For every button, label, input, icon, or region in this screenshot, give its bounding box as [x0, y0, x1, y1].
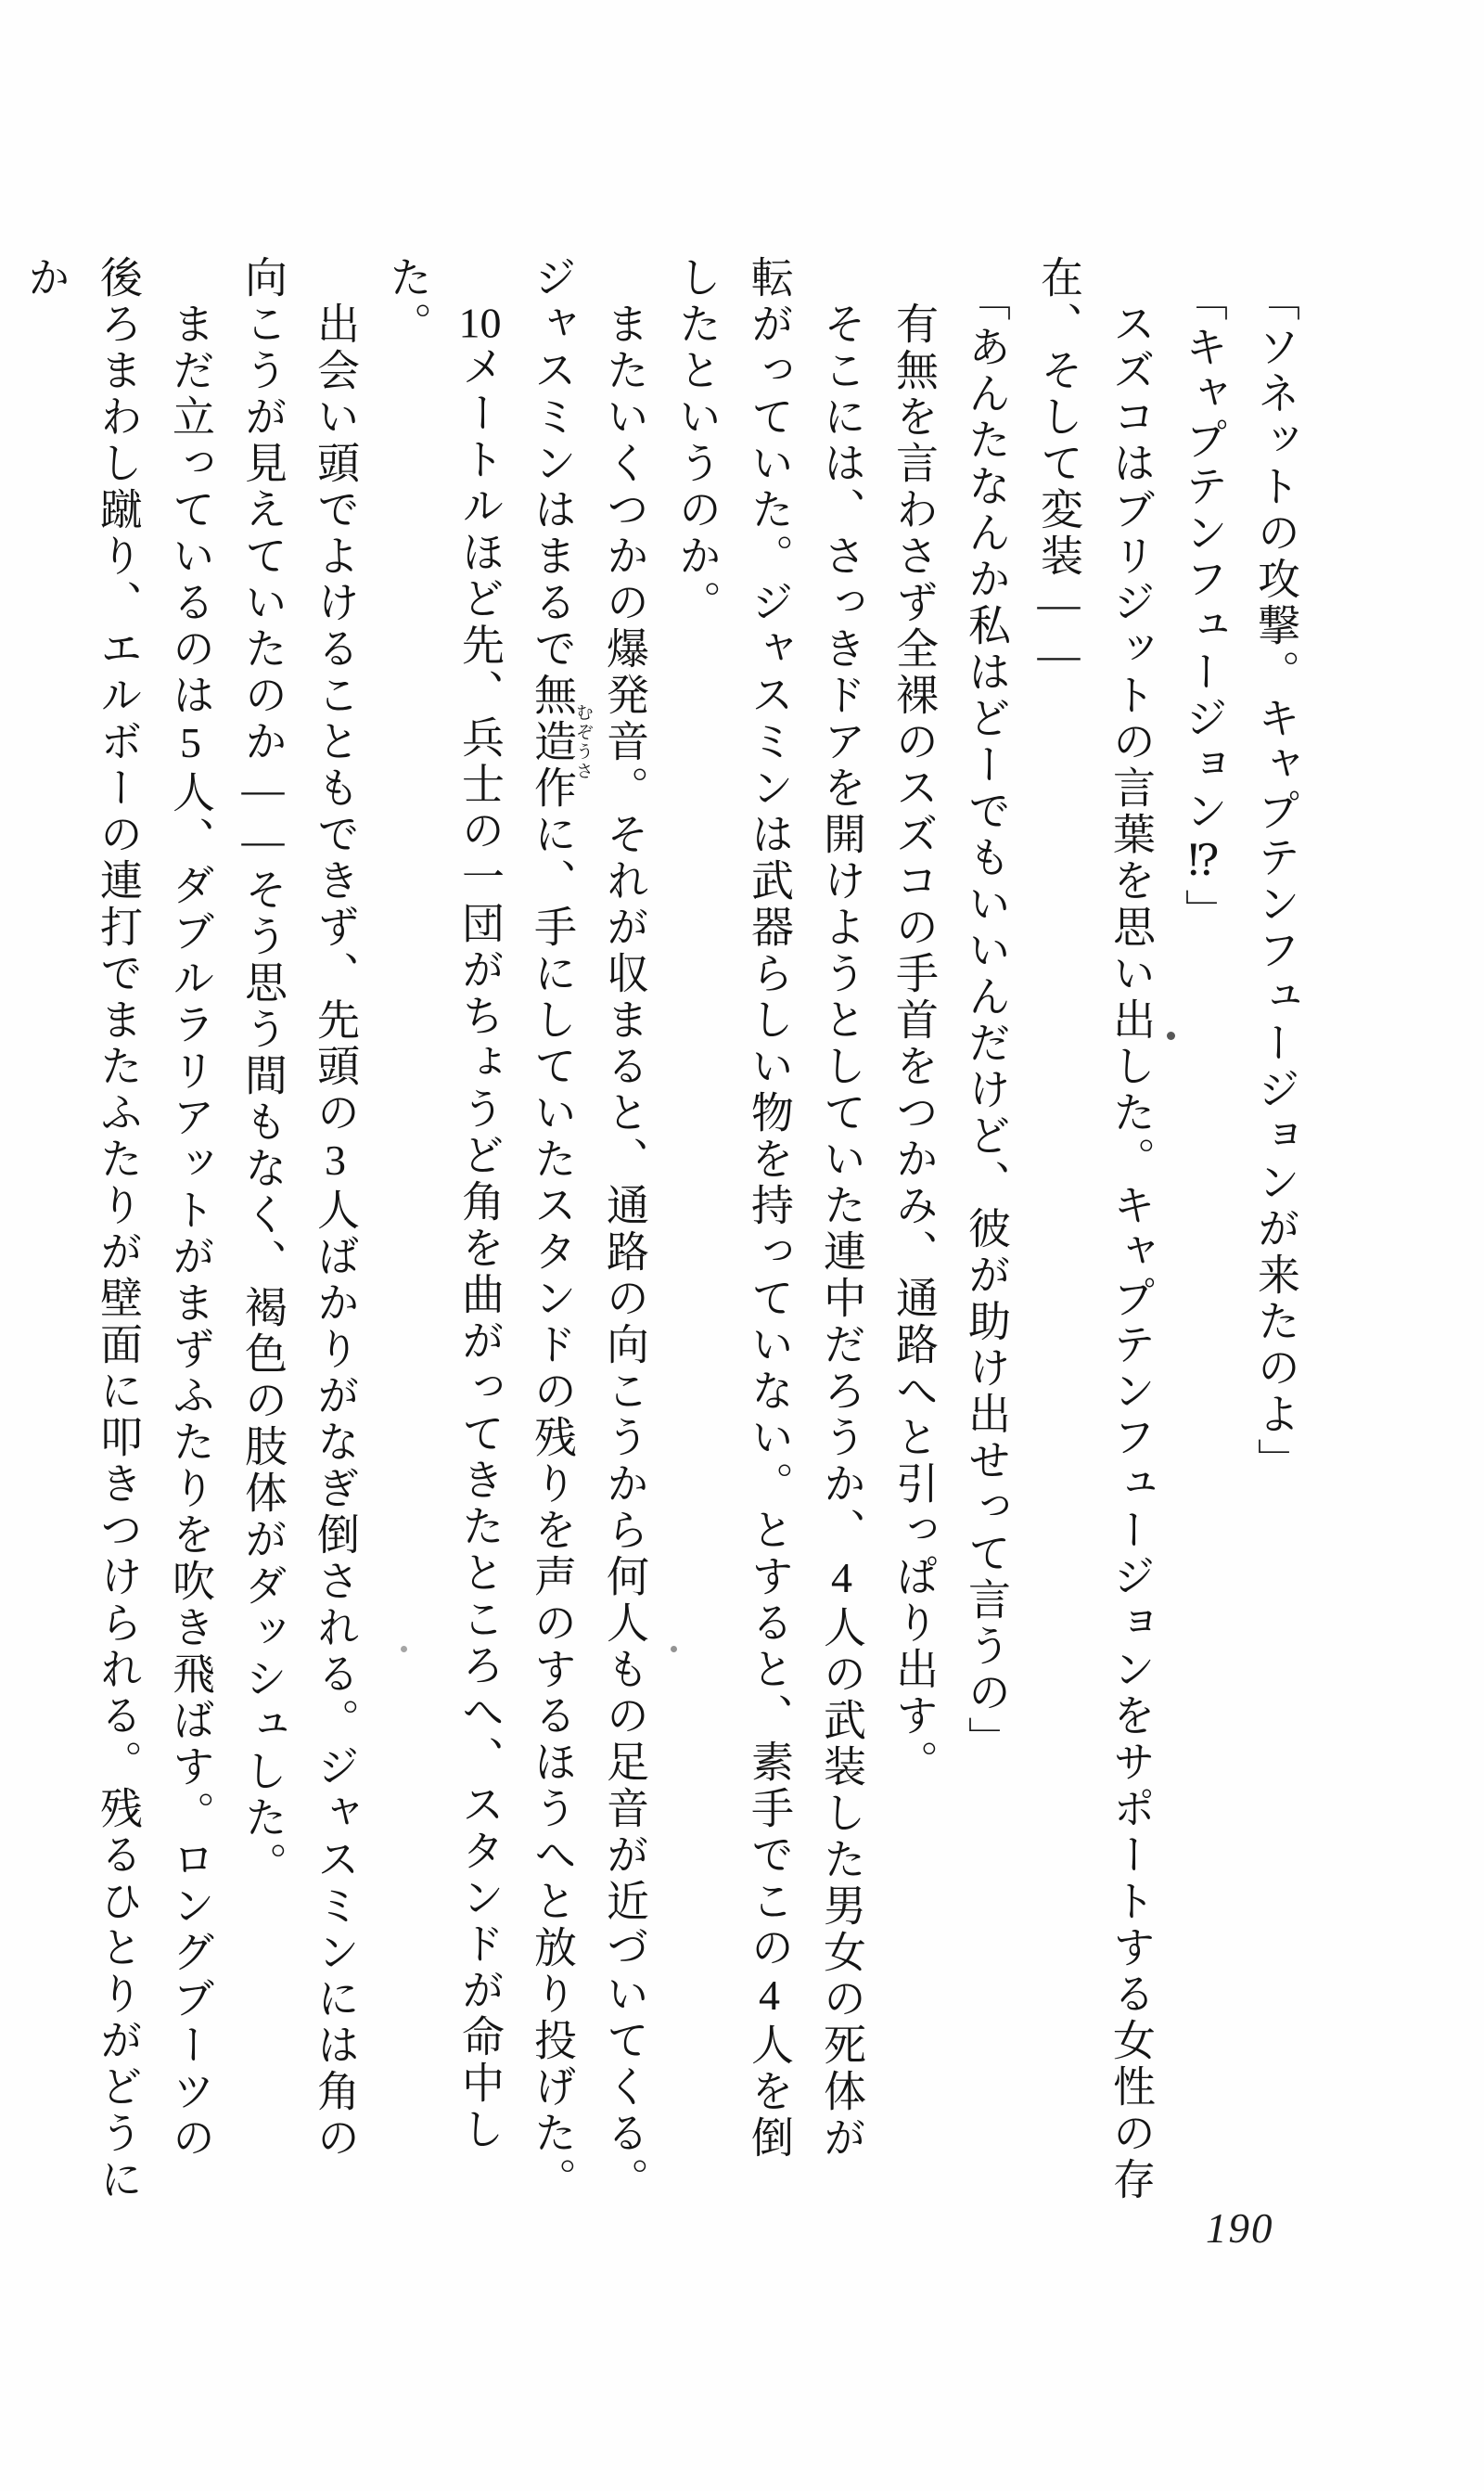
narration-paragraph: 出会い頭でよけることもできず、先頭の3人ばかりがなぎ倒される。ジャスミンには角の向こうが見えていたのか――そう思う間もなく、褐色の肢体がダッシュした。	[239, 255, 359, 2162]
horizontal-in-vertical-number: 10	[458, 302, 502, 344]
narration-paragraph: 10メートルほど先、兵士の一団がちょうど角を曲がってきたところへ、スタンドが命中した。	[384, 255, 504, 2153]
dialogue-paragraph: 「ソネットの攻撃。キャプテンフュージョンが来たのよ」	[1252, 278, 1299, 1484]
dialogue-paragraph: 「キャプテンフュージョン⁉」	[1180, 278, 1227, 935]
narration-paragraph: またいくつかの爆発音。それが収まると、通路の向こうから何人もの足音が近づいてくる。ジャスミンはまるで無造作むぞうさに、手にしていたスタンドの残りを声のするほうへと放り投げた。	[529, 255, 648, 2203]
narration-paragraph: スズコはブリジットの言葉を思い出した。キャプテンフュージョンをサポートする女性の存在、そして変装――	[1035, 255, 1155, 2203]
ink-speck	[401, 1646, 407, 1652]
narration-paragraph: 有無を言わさず全裸のスズコの手首をつかみ、通路へと引っぱり出す。	[890, 302, 938, 1786]
narration-paragraph: まだ立っているのは5人、ダブルラリアットがまずふたりを吹き飛ばす。ロングブーツの後ろまわし蹴り、エルボーの連打でまたふたりが壁面に叩きつけられる。残るひとりがどうにか	[22, 255, 214, 2203]
ink-speck	[1167, 1032, 1175, 1040]
text-block	[22, 255, 1311, 2203]
ruby-annotated-word: 無造作むぞうさ	[529, 673, 593, 812]
ink-speck	[671, 1646, 677, 1652]
page-number: 190	[1206, 2205, 1274, 2252]
narration-paragraph: そこには、さっきドアを開けようとしていた連中だろうか、4人の武装した男女の死体が転がっていた。ジャスミンは武器らしい物を持っていない。とすると、素手でこの4人を倒したというのか。	[673, 255, 865, 2162]
dialogue-paragraph: 「あんたなんか私はどーでもいいんだけど、彼が助け出せって言うの」	[963, 278, 1010, 1763]
